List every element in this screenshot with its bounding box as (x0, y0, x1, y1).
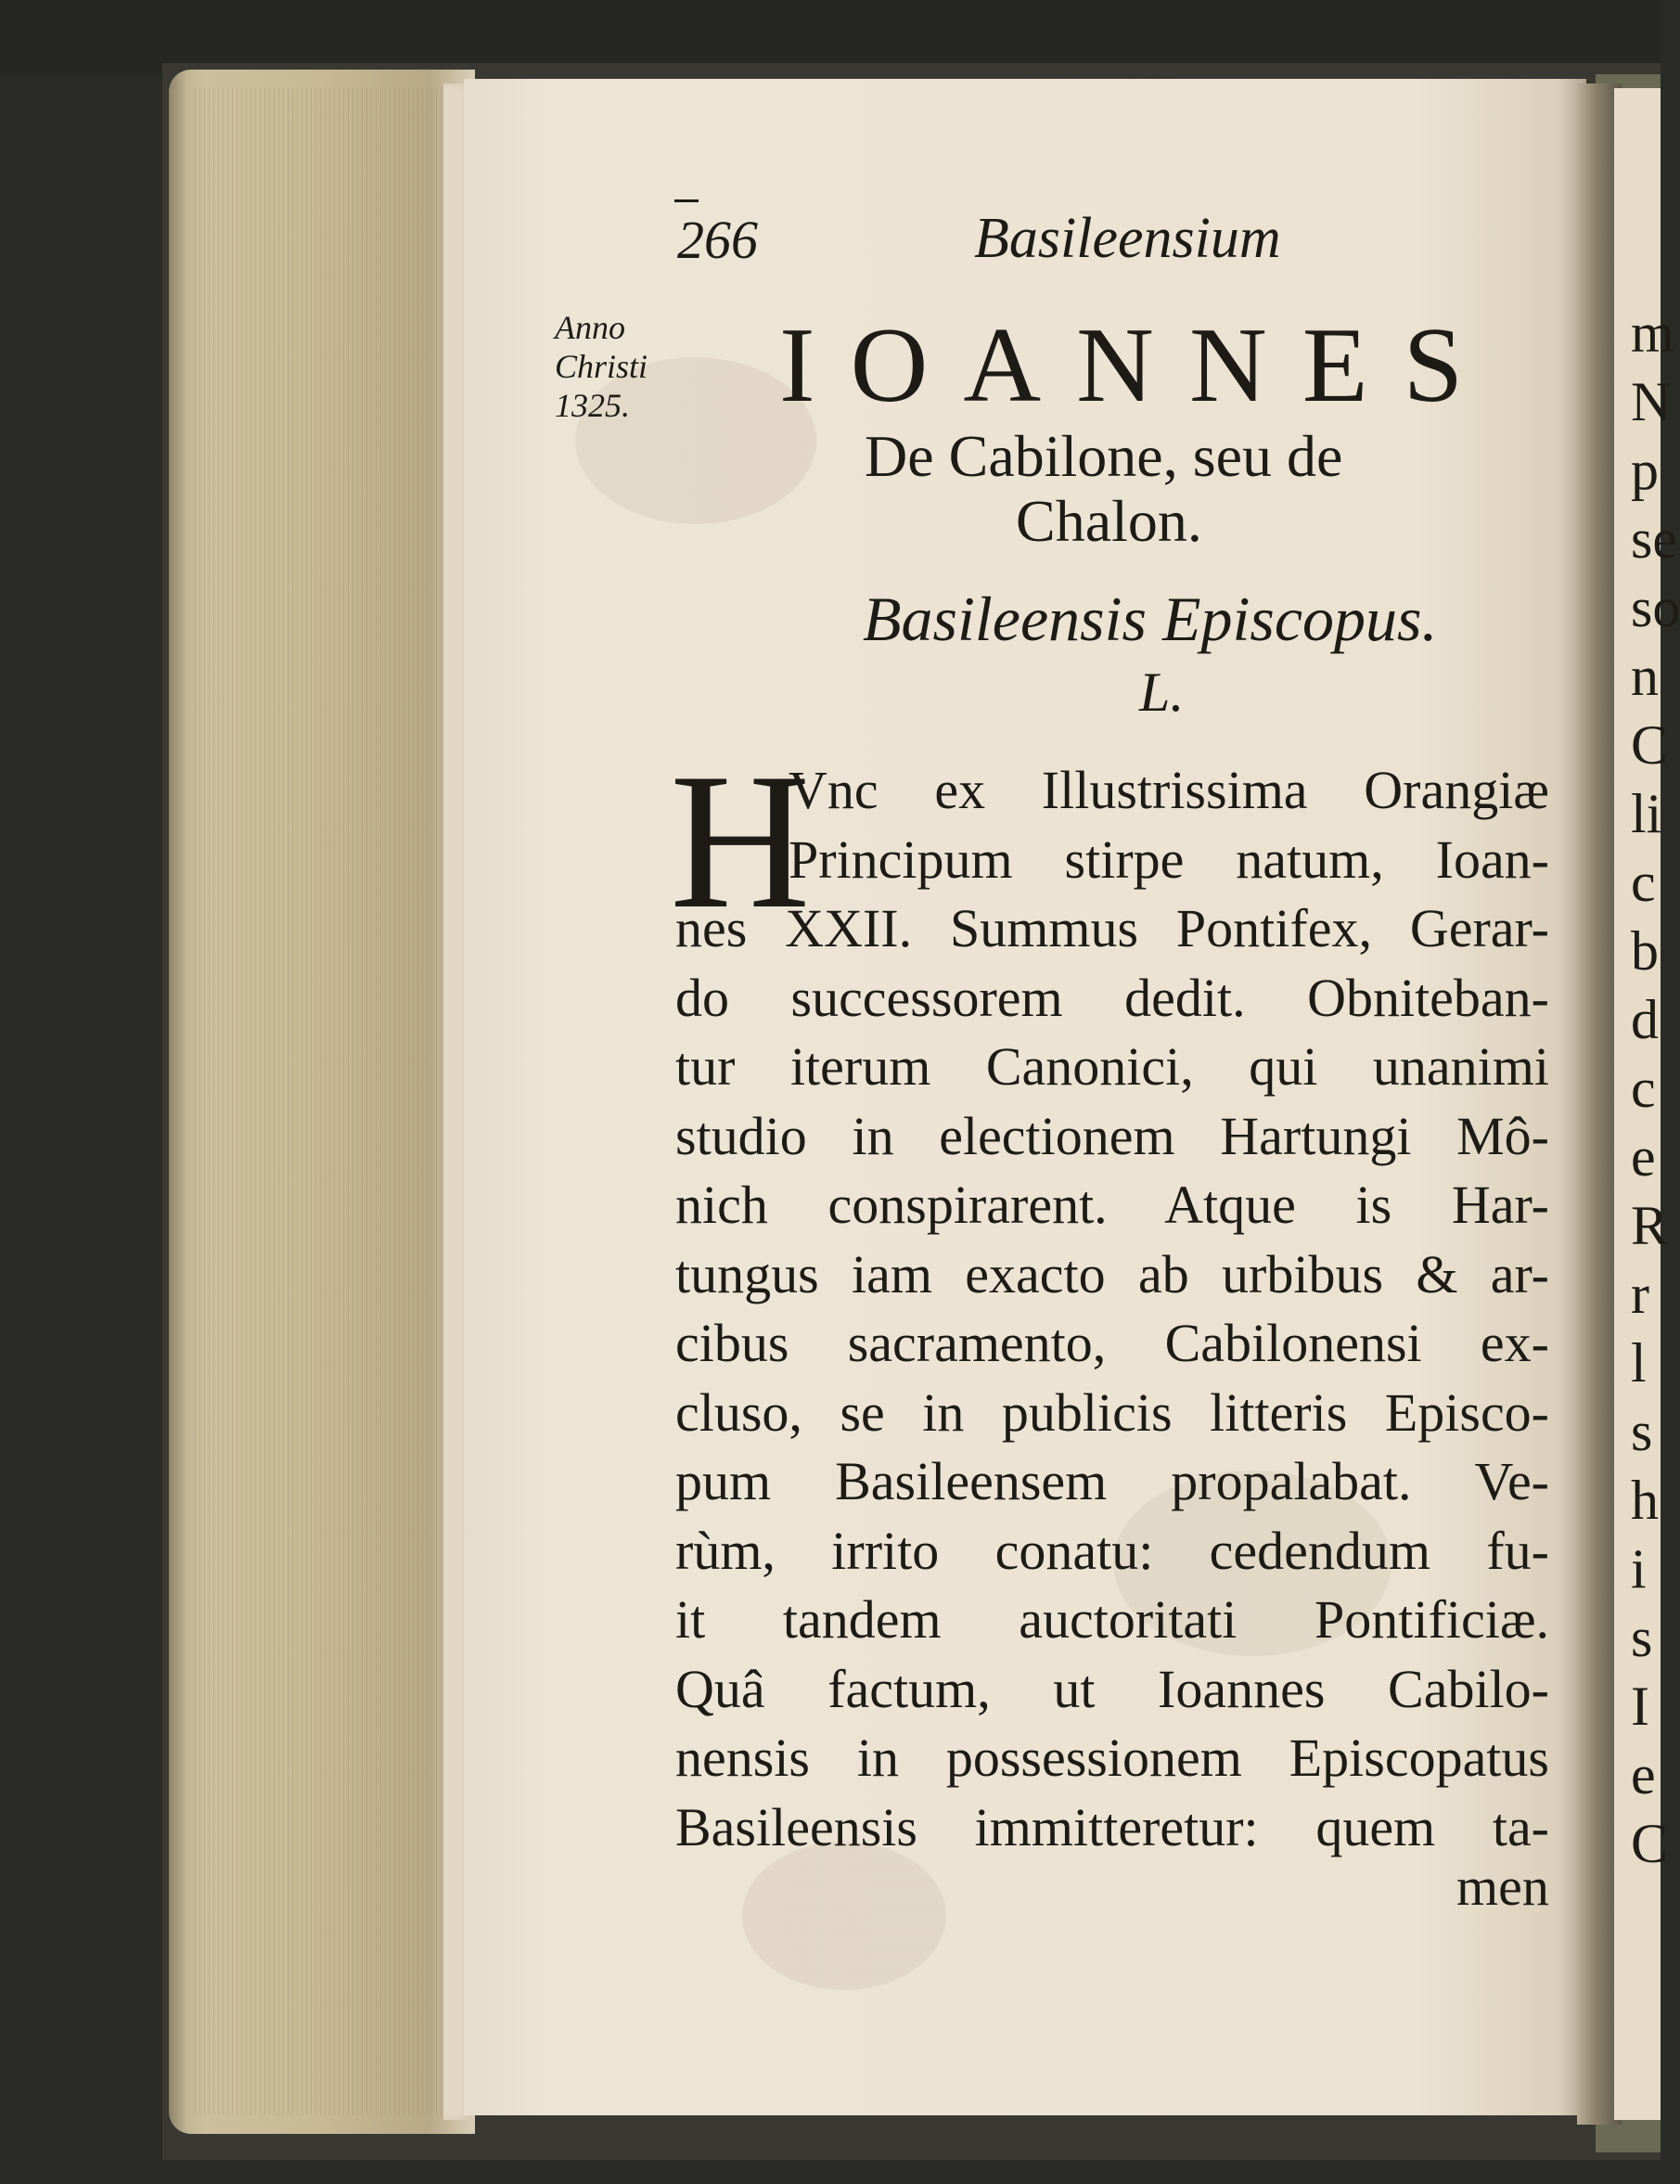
body-line: cluso, se in publicis litteris Episco- (675, 1381, 1549, 1443)
facing-page-fragment (1614, 88, 1680, 2120)
subtitle-line: De Cabilone, seu de (865, 423, 1343, 489)
page-block-lines (195, 88, 455, 2115)
facing-page-letter: b (1631, 920, 1659, 982)
facing-page-letter: e (1631, 1744, 1656, 1805)
chapter-title: IOANNES (779, 306, 1499, 425)
body-line: studio in electionem Hartungi Mô- (675, 1105, 1549, 1166)
facing-page-letter: h (1631, 1470, 1659, 1531)
facing-page-letter: e (1631, 1126, 1656, 1188)
facing-page-letter: r (1631, 1264, 1649, 1325)
body-line: tungus iam exacto ab urbibus & ar- (675, 1243, 1549, 1304)
body-line: pum Basileensem propalabat. Ve- (675, 1451, 1549, 1511)
body-line: do successorem dedit. Obniteban- (675, 967, 1549, 1028)
facing-page-letter: i (1631, 1538, 1647, 1599)
facing-page-letter: C (1631, 1813, 1669, 1874)
body-line: Quâ factum, ut Ioannes Cabilo- (675, 1658, 1549, 1719)
facing-page-letter: I (1631, 1676, 1649, 1737)
body-line: Vnc ex Illustrissima Orangiæ (789, 760, 1549, 820)
body-line: rùm, irrito conatu: cedendum fu- (675, 1520, 1549, 1581)
facing-page-letter: s (1631, 1607, 1653, 1668)
facing-page-letter: c (1631, 1058, 1656, 1119)
running-head: Basileensium (974, 207, 1281, 270)
facing-page-letter: R (1631, 1195, 1669, 1256)
page-number-mark (674, 199, 699, 202)
section-numeral: L. (1139, 662, 1185, 723)
facing-page-letter: l (1631, 1332, 1647, 1394)
margin-note-line: Christi (555, 348, 648, 385)
facing-page-letter: s (1631, 1401, 1653, 1462)
body-line: nes XXII. Summus Pontifex, Gerar- (675, 898, 1549, 958)
body-line: tur iterum Canonici, qui unanimi (675, 1036, 1549, 1097)
body-line: Basileensis immitteretur: quem ta- (675, 1796, 1549, 1857)
facing-page-letter: c (1631, 852, 1656, 913)
body-line: Principum stirpe natum, Ioan- (789, 829, 1549, 890)
margin-note-line: Anno (555, 309, 625, 346)
subtitle-line: Chalon. (1016, 488, 1202, 554)
facing-page-letter: se (1631, 508, 1677, 570)
page-number: 266 (677, 210, 758, 270)
body-line: nich conspirarent. Atque is Har- (675, 1175, 1549, 1235)
body-line: cibus sacramento, Cabilonensi ex- (675, 1313, 1549, 1373)
facing-page-letter: m (1631, 302, 1674, 364)
margin-note-line: 1325. (555, 387, 630, 424)
facing-page-letter: d (1631, 989, 1659, 1050)
facing-page-letter: p (1631, 440, 1659, 501)
facing-page-letter: C (1631, 714, 1669, 776)
section-heading: Basileensis Episcopus. (863, 584, 1438, 654)
drop-cap: H (670, 734, 811, 949)
facing-page-letter: so (1631, 577, 1680, 638)
body-line: it tandem auctoritati Pontificiæ. (675, 1589, 1549, 1650)
facing-page-letter: N (1631, 371, 1672, 432)
facing-page-letter: li (1631, 783, 1662, 844)
facing-page-letter: n (1631, 646, 1659, 707)
catchword: men (1456, 1856, 1549, 1917)
margin-note (555, 308, 648, 425)
body-line: nensis in possessionem Episcopatus (675, 1728, 1549, 1788)
